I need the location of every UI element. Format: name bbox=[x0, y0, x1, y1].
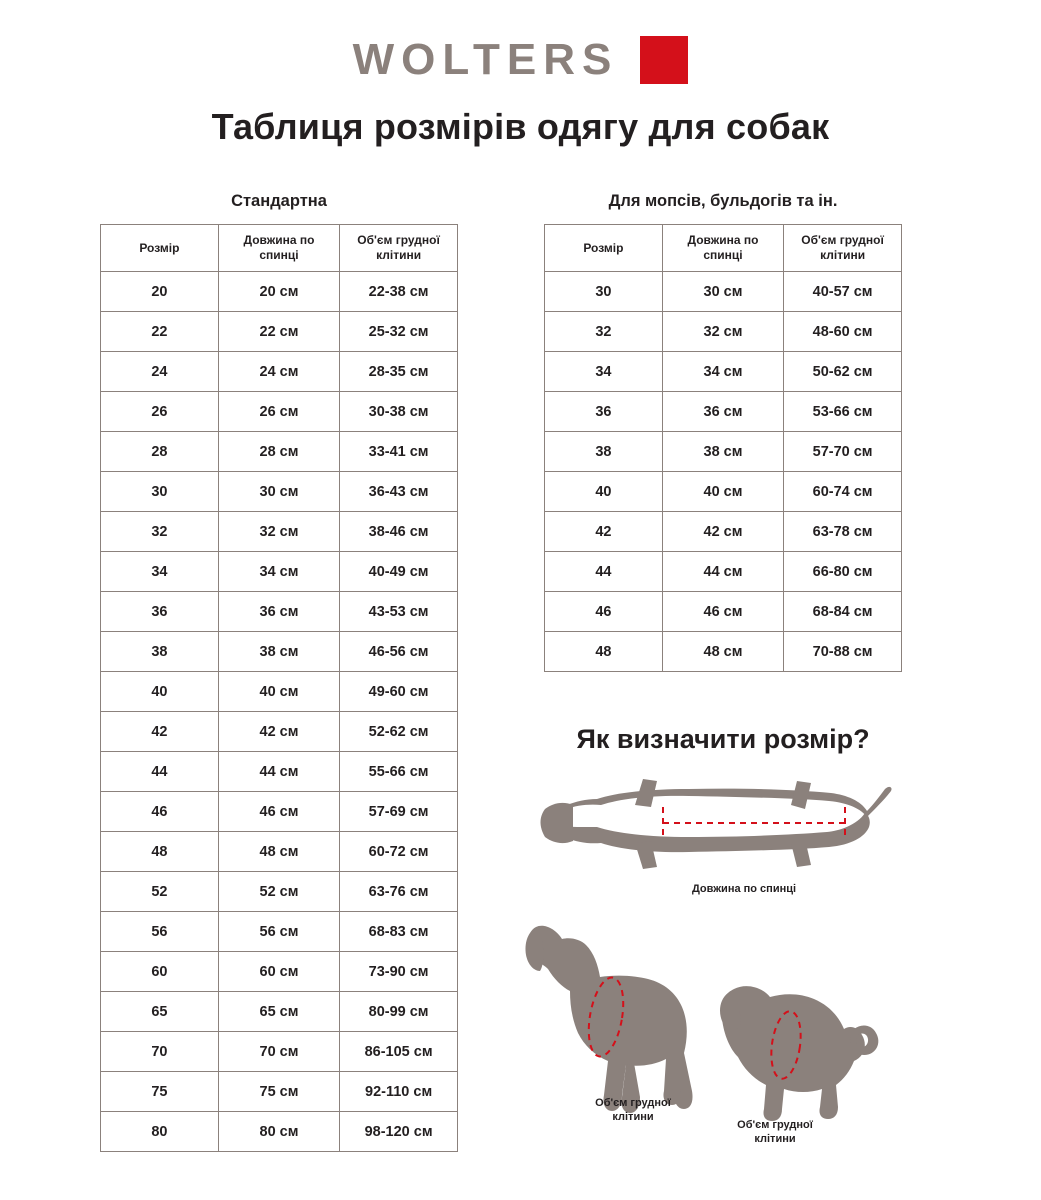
table-row bbox=[101, 1032, 458, 1072]
table-row bbox=[101, 752, 458, 792]
cell-size: 24 bbox=[101, 352, 219, 392]
header-chest: Об'єм грудної клітини bbox=[784, 225, 902, 272]
how-to-measure-title: Як визначити розмір? bbox=[576, 724, 870, 754]
cell-size: 28 bbox=[101, 432, 219, 472]
brand-wordmark: WOLTERS bbox=[352, 35, 619, 84]
header-chest: Об'єм грудної клітини bbox=[340, 225, 458, 272]
cell-chest: 49-60 см bbox=[340, 672, 458, 712]
cell-back-length: 20 см bbox=[218, 272, 339, 312]
cell-chest: 57-69 см bbox=[340, 792, 458, 832]
cell-chest: 22-38 см bbox=[340, 272, 458, 312]
table-row bbox=[545, 352, 902, 392]
cell-back-length: 65 см bbox=[218, 992, 339, 1032]
cell-size: 36 bbox=[101, 592, 219, 632]
table-row bbox=[101, 832, 458, 872]
table-row bbox=[101, 872, 458, 912]
cell-chest: 98-120 см bbox=[340, 1112, 458, 1152]
cell-chest: 60-74 см bbox=[784, 472, 902, 512]
cell-size: 46 bbox=[545, 592, 663, 632]
table-row bbox=[545, 632, 902, 672]
table-row bbox=[101, 792, 458, 832]
cell-back-length: 46 см bbox=[662, 592, 783, 632]
dog-top-view-figure bbox=[539, 765, 897, 885]
table-header-row bbox=[101, 225, 458, 272]
cell-chest: 48-60 см bbox=[784, 312, 902, 352]
table-row bbox=[545, 432, 902, 472]
cell-back-length: 56 см bbox=[218, 912, 339, 952]
table-row bbox=[101, 712, 458, 752]
cell-back-length: 52 см bbox=[218, 872, 339, 912]
header-back-length: Довжина по спинці bbox=[218, 225, 339, 272]
cell-size: 60 bbox=[101, 952, 219, 992]
cell-chest: 50-62 см bbox=[784, 352, 902, 392]
cell-size: 38 bbox=[101, 632, 219, 672]
cell-size: 38 bbox=[545, 432, 663, 472]
cell-back-length: 48 см bbox=[218, 832, 339, 872]
cell-back-length: 60 см bbox=[218, 952, 339, 992]
cell-chest: 28-35 см bbox=[340, 352, 458, 392]
cell-size: 20 bbox=[101, 272, 219, 312]
measurement-figures bbox=[544, 765, 902, 1165]
cell-size: 30 bbox=[545, 272, 663, 312]
standard-table-caption: Стандартна bbox=[231, 192, 327, 210]
cell-size: 42 bbox=[545, 512, 663, 552]
table-row bbox=[101, 1072, 458, 1112]
table-row bbox=[101, 352, 458, 392]
table-row bbox=[545, 392, 902, 432]
table-row bbox=[545, 472, 902, 512]
cell-chest: 36-43 см bbox=[340, 472, 458, 512]
cell-back-length: 80 см bbox=[218, 1112, 339, 1152]
cell-chest: 68-83 см bbox=[340, 912, 458, 952]
cell-back-length: 70 см bbox=[218, 1032, 339, 1072]
cell-chest: 63-78 см bbox=[784, 512, 902, 552]
table-row bbox=[101, 512, 458, 552]
cell-chest: 40-57 см bbox=[784, 272, 902, 312]
header-size: Розмір bbox=[101, 225, 219, 272]
cell-back-length: 34 см bbox=[218, 552, 339, 592]
label-chest-pug: Об'єм грудної клітини bbox=[737, 1119, 813, 1145]
cell-back-length: 75 см bbox=[218, 1072, 339, 1112]
cell-back-length: 22 см bbox=[218, 312, 339, 352]
cell-size: 75 bbox=[101, 1072, 219, 1112]
cell-chest: 53-66 см bbox=[784, 392, 902, 432]
table-row bbox=[101, 392, 458, 432]
cell-back-length: 30 см bbox=[218, 472, 339, 512]
cell-size: 34 bbox=[101, 552, 219, 592]
cell-size: 48 bbox=[101, 832, 219, 872]
cell-back-length: 46 см bbox=[218, 792, 339, 832]
cell-back-length: 36 см bbox=[218, 592, 339, 632]
table-row bbox=[101, 592, 458, 632]
table-row bbox=[101, 912, 458, 952]
cell-size: 56 bbox=[101, 912, 219, 952]
pug-sizes-column bbox=[544, 192, 902, 1165]
table-row bbox=[101, 1112, 458, 1152]
pug-size-table bbox=[544, 224, 902, 672]
cell-back-length: 44 см bbox=[218, 752, 339, 792]
label-back-length: Довжина по спинці bbox=[691, 883, 797, 895]
table-row bbox=[101, 552, 458, 592]
table-row bbox=[545, 592, 902, 632]
cell-chest: 60-72 см bbox=[340, 832, 458, 872]
brand-square-logo-icon bbox=[640, 36, 688, 84]
cell-chest: 38-46 см bbox=[340, 512, 458, 552]
table-row bbox=[101, 472, 458, 512]
cell-chest: 40-49 см bbox=[340, 552, 458, 592]
cell-chest: 92-110 см bbox=[340, 1072, 458, 1112]
table-row bbox=[101, 632, 458, 672]
cell-back-length: 30 см bbox=[662, 272, 783, 312]
header-size: Розмір bbox=[545, 225, 663, 272]
table-row bbox=[545, 512, 902, 552]
cell-chest: 30-38 см bbox=[340, 392, 458, 432]
table-row bbox=[101, 952, 458, 992]
table-row bbox=[545, 552, 902, 592]
brand-header bbox=[0, 0, 1041, 84]
table-row bbox=[545, 312, 902, 352]
cell-back-length: 34 см bbox=[662, 352, 783, 392]
cell-chest: 46-56 см bbox=[340, 632, 458, 672]
cell-back-length: 38 см bbox=[662, 432, 783, 472]
cell-back-length: 24 см bbox=[218, 352, 339, 392]
page-title: Таблиця розмірів одягу для собак bbox=[211, 106, 830, 147]
cell-size: 44 bbox=[545, 552, 663, 592]
cell-size: 26 bbox=[101, 392, 219, 432]
cell-back-length: 42 см bbox=[662, 512, 783, 552]
table-row bbox=[101, 672, 458, 712]
cell-size: 44 bbox=[101, 752, 219, 792]
table-header-row bbox=[545, 225, 902, 272]
cell-back-length: 28 см bbox=[218, 432, 339, 472]
cell-back-length: 42 см bbox=[218, 712, 339, 752]
pug-table-caption: Для мопсів, бульдогів та ін. bbox=[608, 192, 838, 210]
cell-size: 80 bbox=[101, 1112, 219, 1152]
cell-chest: 68-84 см bbox=[784, 592, 902, 632]
cell-back-length: 48 см bbox=[662, 632, 783, 672]
table-row bbox=[101, 312, 458, 352]
standard-sizes-column bbox=[100, 192, 458, 1152]
table-row bbox=[101, 432, 458, 472]
cell-size: 46 bbox=[101, 792, 219, 832]
cell-chest: 55-66 см bbox=[340, 752, 458, 792]
cell-size: 42 bbox=[101, 712, 219, 752]
cell-size: 40 bbox=[101, 672, 219, 712]
cell-size: 36 bbox=[545, 392, 663, 432]
table-row bbox=[545, 272, 902, 312]
cell-back-length: 26 см bbox=[218, 392, 339, 432]
cell-size: 32 bbox=[101, 512, 219, 552]
cell-size: 30 bbox=[101, 472, 219, 512]
cell-back-length: 32 см bbox=[218, 512, 339, 552]
label-chest-dog: Об'єм грудної клітини bbox=[595, 1097, 671, 1123]
standard-size-table bbox=[100, 224, 458, 1152]
cell-back-length: 40 см bbox=[218, 672, 339, 712]
cell-chest: 33-41 см bbox=[340, 432, 458, 472]
cell-chest: 86-105 см bbox=[340, 1032, 458, 1072]
cell-chest: 25-32 см bbox=[340, 312, 458, 352]
cell-size: 65 bbox=[101, 992, 219, 1032]
cell-size: 32 bbox=[545, 312, 663, 352]
cell-size: 48 bbox=[545, 632, 663, 672]
cell-chest: 63-76 см bbox=[340, 872, 458, 912]
cell-chest: 73-90 см bbox=[340, 952, 458, 992]
table-row bbox=[101, 992, 458, 1032]
cell-back-length: 40 см bbox=[662, 472, 783, 512]
cell-back-length: 38 см bbox=[218, 632, 339, 672]
cell-size: 70 bbox=[101, 1032, 219, 1072]
cell-size: 40 bbox=[545, 472, 663, 512]
header-back-length: Довжина по спинці bbox=[662, 225, 783, 272]
cell-size: 22 bbox=[101, 312, 219, 352]
cell-size: 52 bbox=[101, 872, 219, 912]
cell-back-length: 36 см bbox=[662, 392, 783, 432]
cell-chest: 43-53 см bbox=[340, 592, 458, 632]
table-row bbox=[101, 272, 458, 312]
cell-chest: 80-99 см bbox=[340, 992, 458, 1032]
cell-size: 34 bbox=[545, 352, 663, 392]
cell-chest: 57-70 см bbox=[784, 432, 902, 472]
cell-back-length: 44 см bbox=[662, 552, 783, 592]
cell-chest: 66-80 см bbox=[784, 552, 902, 592]
content-columns bbox=[0, 192, 1041, 1165]
cell-back-length: 32 см bbox=[662, 312, 783, 352]
cell-chest: 70-88 см bbox=[784, 632, 902, 672]
cell-chest: 52-62 см bbox=[340, 712, 458, 752]
